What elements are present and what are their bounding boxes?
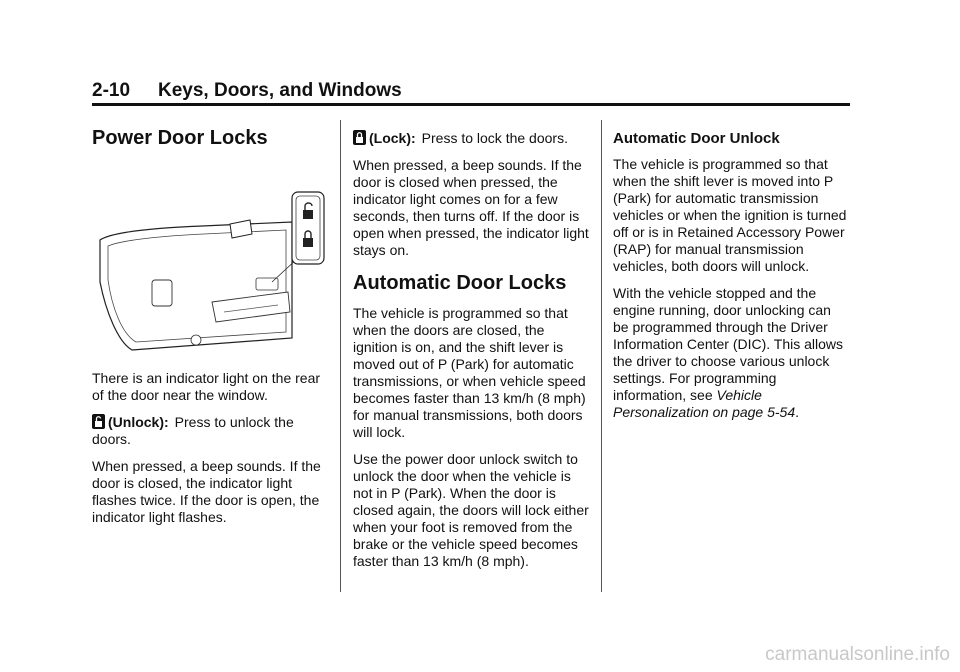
watermark: carmanualsonline.info — [765, 644, 950, 665]
auto-lock-paragraph-1: The vehicle is programmed so that when the doors are closed, the ignition is on, and the shift lever is moved out of P (Park) for automatic transmissions, or when vehicle speed becomes faster than 13 km/h (8 mph) for manual transmissions, both doors will lock. — [353, 305, 586, 440]
unlock-icon — [92, 414, 105, 429]
page-number: 2-10 — [92, 80, 131, 101]
heading-power-door-locks: Power Door Locks — [92, 127, 268, 149]
lock-detail-paragraph: When pressed, a beep sounds. If the door is closed when pressed, the indicator light comes on for a few seconds, then turns off. If the door is open when pressed, the indicator light stays on. — [353, 157, 589, 258]
column-1 — [92, 126, 328, 536]
door-panel-illustration — [92, 162, 328, 356]
unlock-text: Press to unlock the doors. — [92, 414, 294, 447]
indicator-paragraph: There is an indicator light on the rear of the door near the window. — [92, 370, 321, 403]
lock-text: Press to lock the doors. — [421, 130, 568, 146]
lock-label: (Lock): — [369, 130, 416, 146]
lock-paragraph — [353, 130, 589, 147]
column-3 — [613, 130, 849, 431]
unlock-paragraph — [92, 414, 328, 448]
column-divider — [601, 120, 602, 592]
column-divider — [340, 120, 341, 592]
door-illustration-svg — [92, 162, 328, 356]
lock-icon — [353, 130, 366, 145]
auto-lock-paragraph-2: Use the power door unlock switch to unlock the door when the vehicle is not in P (Park). When the door is closed again, the doors will lock either when your foot is removed from the brake or the vehicle speed becomes faster than 13 km/h (8 mph). — [353, 451, 589, 569]
heading-automatic-door-locks: Automatic Door Locks — [353, 272, 567, 294]
heading-automatic-door-unlock: Automatic Door Unlock — [613, 130, 780, 147]
section-title: Keys, Doors, and Windows — [158, 80, 402, 101]
header-rule — [92, 103, 850, 106]
unlock-detail-paragraph: When pressed, a beep sounds. If the door is closed, the indicator light flashes twice. If the door is open, the indicator light flashes. — [92, 458, 321, 525]
auto-unlock-paragraph-2-text: With the vehicle stopped and the engine running, door unlocking can be programmed through the Driver Information Center (DIC). This allows the driver to choose various unlock settings. For programming information, see — [613, 285, 844, 403]
auto-unlock-paragraph-2 — [613, 285, 849, 421]
column-2 — [353, 130, 589, 580]
cross-reference-link[interactable]: Vehicle Personalization on page 5-54 — [613, 387, 796, 420]
auto-unlock-paragraph-2-end: . — [795, 404, 800, 420]
auto-unlock-paragraph-1: The vehicle is programmed so that when the shift lever is moved into P (Park) for automatic transmission vehicles or when the ignition is turned off or is in Retained Accessory Power (RAP) for manual transmission vehicles, both doors will unlock. — [613, 156, 847, 274]
unlock-label: (Unlock): — [108, 414, 169, 430]
